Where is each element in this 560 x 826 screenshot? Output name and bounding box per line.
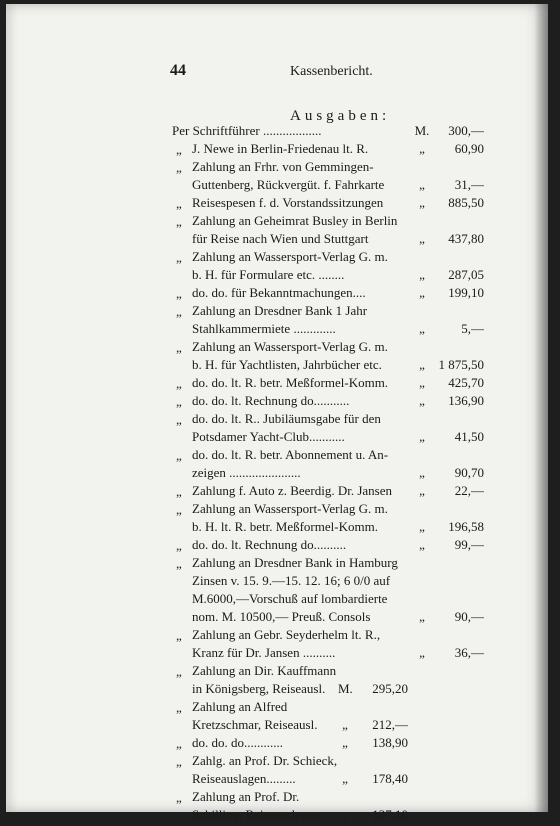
ditto-mark: „ bbox=[176, 196, 182, 211]
expense-description: do. do. für Bekanntmachungen.... bbox=[192, 285, 366, 300]
sub-expense-row bbox=[172, 788, 492, 824]
expense-amount: 99,— bbox=[454, 537, 484, 552]
ditto-mark: „ bbox=[176, 538, 182, 553]
ditto-mark: „ bbox=[176, 304, 182, 319]
ditto-mark: „ bbox=[176, 160, 182, 175]
expense-row bbox=[172, 212, 492, 248]
expense-description: do. do. lt. R. betr. Meßformel-Komm. bbox=[192, 375, 389, 390]
currency-mark: „ bbox=[342, 771, 348, 786]
expense-description: Reisespesen f. d. Vorstandssitzungen bbox=[192, 195, 384, 210]
expense-row bbox=[172, 158, 492, 194]
section-title: Ausgaben: bbox=[290, 108, 391, 124]
sub-expense-amount: 212,— bbox=[372, 717, 408, 732]
currency-mark: „ bbox=[419, 195, 425, 210]
expense-amount: 41,50 bbox=[454, 429, 484, 444]
currency-mark: „ bbox=[419, 285, 425, 300]
expense-amount: 136,90 bbox=[448, 393, 484, 408]
ditto-mark: „ bbox=[176, 736, 182, 751]
expense-amount: 22,— bbox=[454, 483, 484, 498]
expense-row bbox=[172, 140, 492, 158]
expense-description: Zahlung an Gebr. Seyderhelm lt. R., Kranz für Dr. Jansen .......... bbox=[192, 627, 381, 660]
expense-row bbox=[172, 482, 492, 500]
currency-mark: „ bbox=[419, 267, 425, 282]
ditto-mark: „ bbox=[176, 214, 182, 229]
currency-mark: „ bbox=[342, 807, 348, 822]
sub-expense-description: Zahlg. an Prof. Dr. Schieck, Reiseauslagen......... bbox=[192, 753, 338, 786]
expense-description: Zahlung an Wassersport-Verlag G. m. b. H. für Formulare etc. ........ bbox=[192, 249, 388, 282]
sub-expense-amount: 138,90 bbox=[372, 735, 408, 750]
ditto-mark: „ bbox=[176, 664, 182, 679]
sub-expense-description: Zahlung an Dir. Kauffmann in Königsberg, Reiseausl. bbox=[192, 663, 337, 696]
ditto-mark: „ bbox=[176, 250, 182, 265]
currency-mark: „ bbox=[419, 177, 425, 192]
ditto-mark: „ bbox=[176, 628, 182, 643]
expense-amount: 90,70 bbox=[454, 465, 484, 480]
expense-row bbox=[172, 374, 492, 392]
sub-expense-amount: 295,20 bbox=[372, 681, 408, 696]
ditto-mark: „ bbox=[176, 754, 182, 769]
expense-description: do. do. lt. Rechnung do.......... bbox=[192, 537, 347, 552]
currency-mark: M. bbox=[414, 123, 430, 138]
expense-description: J. Newe in Berlin-Friedenau lt. R. bbox=[192, 141, 369, 156]
expense-description: Zahlung an Dresdner Bank in Hamburg Zinsen v. 15. 9.—15. 12. 16; 6 0/0 auf M.6000,—Vorschuß auf lombardierte nom. M. 10500,— Preuß. Consols bbox=[192, 555, 398, 624]
book-page bbox=[6, 4, 548, 822]
ditto-mark: „ bbox=[176, 700, 182, 715]
sub-expense-amount: 178,40 bbox=[372, 771, 408, 786]
expense-list bbox=[172, 122, 492, 824]
expense-description: do. do. lt. Rechnung do........... bbox=[192, 393, 350, 408]
currency-mark: „ bbox=[419, 321, 425, 336]
sub-expense-row bbox=[172, 734, 492, 752]
currency-mark: „ bbox=[342, 717, 348, 732]
page-header-title: Kassenbericht. bbox=[290, 64, 373, 79]
sub-expense-row bbox=[172, 662, 492, 698]
currency-mark: „ bbox=[419, 141, 425, 156]
expense-row bbox=[172, 536, 492, 554]
sub-expense-description: Zahlung an Alfred Kretzschmar, Reiseausl. bbox=[192, 699, 318, 732]
currency-mark: „ bbox=[342, 735, 348, 750]
currency-mark: „ bbox=[419, 357, 425, 372]
ditto-mark: „ bbox=[176, 376, 182, 391]
ditto-mark: „ bbox=[176, 142, 182, 157]
ditto-mark: „ bbox=[176, 394, 182, 409]
expense-row bbox=[172, 284, 492, 302]
expense-amount: 1 875,50 bbox=[438, 357, 484, 372]
ditto-mark: „ bbox=[176, 556, 182, 571]
ditto-mark: „ bbox=[176, 790, 182, 805]
currency-mark: „ bbox=[419, 375, 425, 390]
expense-amount: 5,— bbox=[461, 321, 484, 336]
currency-mark: „ bbox=[419, 231, 425, 246]
ditto-mark: „ bbox=[176, 484, 182, 499]
expense-description: Zahlung f. Auto z. Beerdig. Dr. Jansen bbox=[192, 483, 393, 498]
expense-amount: 36,— bbox=[454, 645, 484, 660]
sub-expense-description: Zahlung an Prof. Dr. Schilling, Reiseauslagen bbox=[192, 789, 320, 822]
currency-mark: „ bbox=[419, 483, 425, 498]
expense-amount: 425,70 bbox=[448, 375, 484, 390]
expense-amount: 90,— bbox=[454, 609, 484, 624]
expense-description: do. do. lt. R.. Jubiläumsgabe für den Potsdamer Yacht-Club........... bbox=[192, 411, 381, 444]
expense-amount: 60,90 bbox=[454, 141, 484, 156]
currency-mark: „ bbox=[419, 609, 425, 624]
expense-row bbox=[172, 338, 492, 374]
expense-description: Zahlung an Wassersport-Verlag G. m. b. H. für Yachtlisten, Jahrbücher etc. bbox=[192, 339, 388, 372]
expense-row bbox=[172, 446, 492, 482]
expense-row bbox=[172, 248, 492, 284]
expense-description: do. do. lt. R. betr. Abonnement u. An- zeigen ...................... bbox=[192, 447, 389, 480]
currency-mark: „ bbox=[419, 393, 425, 408]
currency-mark: „ bbox=[419, 465, 425, 480]
expense-row bbox=[172, 302, 492, 338]
currency-mark: „ bbox=[419, 519, 425, 534]
currency-mark: „ bbox=[419, 537, 425, 552]
ditto-mark: „ bbox=[176, 502, 182, 517]
sub-expense-row bbox=[172, 752, 492, 788]
page-spine-shadow bbox=[534, 4, 548, 812]
ditto-mark: „ bbox=[176, 448, 182, 463]
expense-amount: 287,05 bbox=[448, 267, 484, 282]
expense-row bbox=[172, 122, 492, 140]
expense-row bbox=[172, 194, 492, 212]
ditto-mark: „ bbox=[176, 340, 182, 355]
expense-row bbox=[172, 410, 492, 446]
sub-expense-description: do. do. do............ bbox=[192, 735, 283, 750]
expense-amount: 199,10 bbox=[448, 285, 484, 300]
expense-row bbox=[172, 626, 492, 662]
page-number: 44 bbox=[170, 62, 186, 79]
expense-description: Zahlung an Wassersport-Verlag G. m. b. H. lt. R. betr. Meßformel-Komm. bbox=[192, 501, 388, 534]
currency-mark: „ bbox=[419, 429, 425, 444]
expense-description: Zahlung an Geheimrat Busley in Berlin für Reise nach Wien und Stuttgart bbox=[192, 213, 398, 246]
expense-amount: 885,50 bbox=[448, 195, 484, 210]
expense-row bbox=[172, 392, 492, 410]
currency-mark: M. bbox=[338, 681, 353, 696]
expense-amount: 31,— bbox=[454, 177, 484, 192]
currency-mark: „ bbox=[419, 645, 425, 660]
expense-amount: 196,58 bbox=[448, 519, 484, 534]
expense-description: Per Schriftführer .................. bbox=[172, 123, 322, 138]
sub-expense-amount: 137,10 bbox=[372, 807, 408, 822]
expense-amount: 300,— bbox=[448, 123, 484, 138]
expense-row bbox=[172, 554, 492, 626]
expense-description: Zahlung an Dresdner Bank 1 Jahr Stahlkammermiete ............. bbox=[192, 303, 368, 336]
expense-description: Zahlung an Frhr. von Gemmingen- Guttenberg, Rückvergüt. f. Fahrkarte bbox=[192, 159, 385, 192]
ditto-mark: „ bbox=[176, 286, 182, 301]
ditto-mark: „ bbox=[176, 412, 182, 427]
expense-amount: 437,80 bbox=[448, 231, 484, 246]
sub-expense-row bbox=[172, 698, 492, 734]
expense-row bbox=[172, 500, 492, 536]
